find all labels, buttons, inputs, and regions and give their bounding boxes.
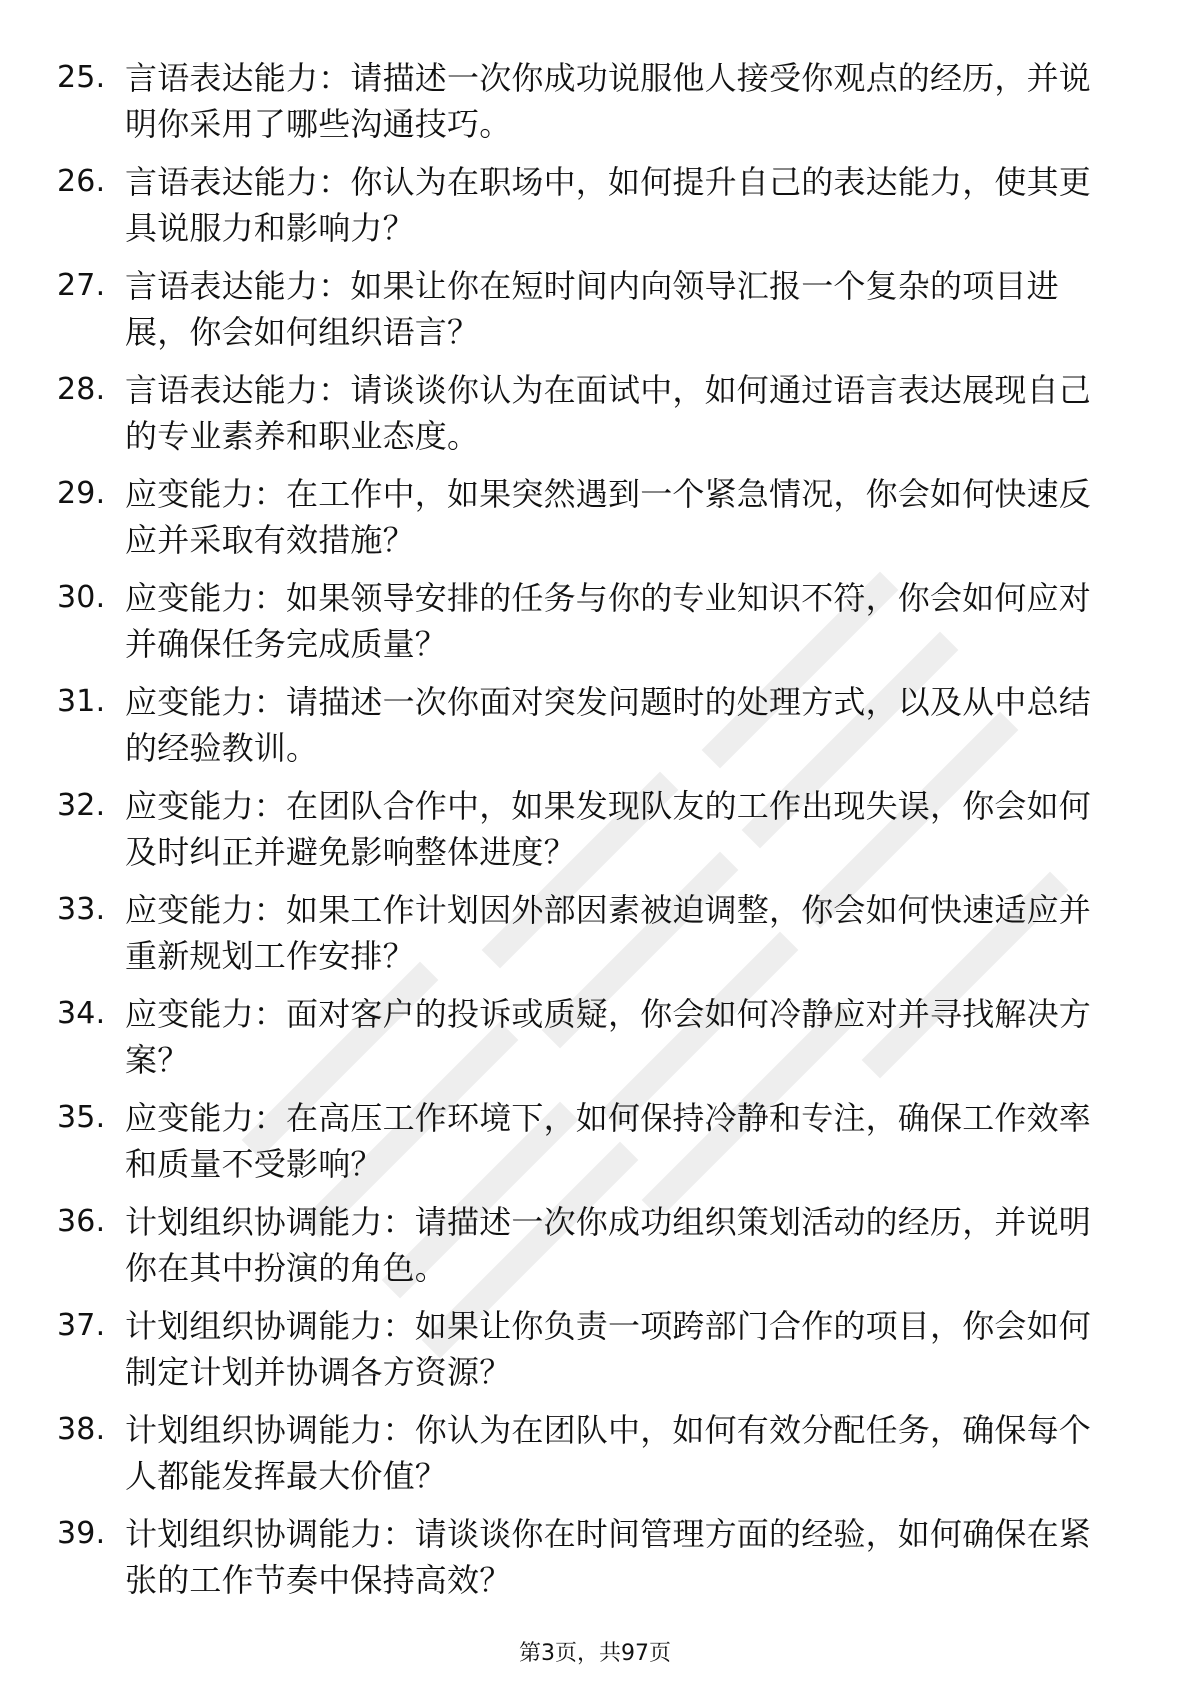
- question-number: 39.: [57, 1516, 106, 1551]
- question-text: 言语表达能力：请描述一次你成功说服他人接受你观点的经历，并说明你采用了哪些沟通技巧。: [125, 59, 1092, 143]
- question-text: 计划组织协调能力：你认为在团队中，如何有效分配任务，确保每个人都能发挥最大价值？: [125, 1411, 1092, 1495]
- question-text: 应变能力：在团队合作中，如果发现队友的工作出现失误，你会如何及时纠正并避免影响整体进度？: [125, 787, 1092, 871]
- question-number: 26.: [57, 164, 106, 199]
- question-number: 28.: [57, 372, 106, 407]
- list-item: [57, 55, 1117, 159]
- question-number: 34.: [57, 996, 106, 1031]
- question-number: 30.: [57, 580, 106, 615]
- question-number: 25.: [57, 60, 106, 95]
- list-item: [57, 263, 1117, 367]
- list-item: [57, 1407, 1117, 1511]
- question-number: 37.: [57, 1308, 106, 1343]
- question-text: 计划组织协调能力：请谈谈你在时间管理方面的经验，如何确保在紧张的工作节奏中保持高效？: [125, 1515, 1092, 1599]
- question-text: 应变能力：面对客户的投诉或质疑，你会如何冷静应对并寻找解决方案？: [125, 995, 1092, 1079]
- list-item: [57, 679, 1117, 783]
- question-number: 31.: [57, 684, 106, 719]
- question-number: 27.: [57, 268, 106, 303]
- question-text: 应变能力：在工作中，如果突然遇到一个紧急情况，你会如何快速反应并采取有效措施？: [125, 475, 1092, 559]
- question-text: 计划组织协调能力：如果让你负责一项跨部门合作的项目，你会如何制定计划并协调各方资源？: [125, 1307, 1092, 1391]
- list-item: [57, 887, 1117, 991]
- list-item: [57, 575, 1117, 679]
- question-text: 言语表达能力：请谈谈你认为在面试中，如何通过语言表达展现自己的专业素养和职业态度。: [125, 371, 1092, 455]
- list-item: [57, 1199, 1117, 1303]
- question-number: 38.: [57, 1412, 106, 1447]
- list-item: [57, 991, 1117, 1095]
- question-list: [57, 55, 1117, 1615]
- question-text: 应变能力：如果工作计划因外部因素被迫调整，你会如何快速适应并重新规划工作安排？: [125, 891, 1092, 975]
- question-number: 36.: [57, 1204, 106, 1239]
- page-footer: 第3页，共97页: [519, 1641, 671, 1666]
- question-text: 言语表达能力：如果让你在短时间内向领导汇报一个复杂的项目进展，你会如何组织语言？: [125, 267, 1059, 351]
- question-text: 言语表达能力：你认为在职场中，如何提升自己的表达能力，使其更具说服力和影响力？: [125, 163, 1092, 247]
- question-text: 计划组织协调能力：请描述一次你成功组织策划活动的经历，并说明你在其中扮演的角色。: [125, 1203, 1092, 1287]
- question-number: 33.: [57, 892, 106, 927]
- question-number: 35.: [57, 1100, 106, 1135]
- question-text: 应变能力：在高压工作环境下，如何保持冷静和专注，确保工作效率和质量不受影响？: [125, 1099, 1092, 1183]
- question-text: 应变能力：如果领导安排的任务与你的专业知识不符，你会如何应对并确保任务完成质量？: [125, 579, 1092, 663]
- question-text: 应变能力：请描述一次你面对突发问题时的处理方式，以及从中总结的经验教训。: [125, 683, 1092, 767]
- list-item: [57, 1303, 1117, 1407]
- list-item: [57, 783, 1117, 887]
- list-item: [57, 1095, 1117, 1199]
- list-item: [57, 159, 1117, 263]
- question-number: 32.: [57, 788, 106, 823]
- list-item: [57, 367, 1117, 471]
- question-number: 29.: [57, 476, 106, 511]
- list-item: [57, 1511, 1117, 1615]
- list-item: [57, 471, 1117, 575]
